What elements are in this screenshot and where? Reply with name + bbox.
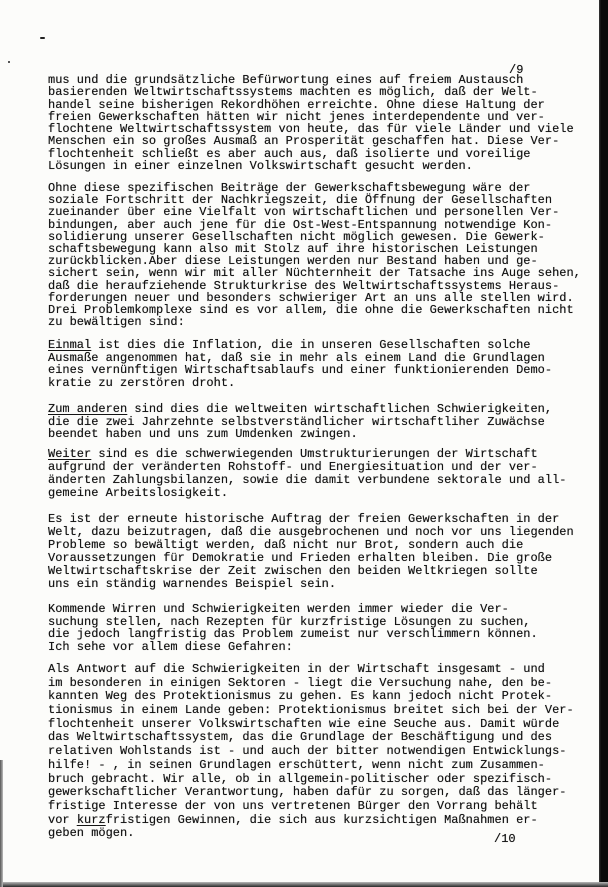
text-line: zueinander über eine Vielfalt von wirtschaftlichen und personellen Ver-	[48, 205, 560, 220]
text-line: Welt, dazu beizutragen, daß die ausgebrochenen und noch vor uns liegenden	[48, 525, 574, 539]
text-line: Probleme so bewältigt werden, daß nicht nur Brot, sondern auch die	[48, 538, 524, 552]
text-line: Menschen ein so großes Ausmaß an Prosperität geschaffen hat. Diese Ver-	[48, 134, 560, 149]
text-line: bruch gebracht. Wir alle, ob in allgemein-politischer oder spezifisch-	[48, 771, 553, 786]
text-line: Ohne diese spezifischen Beiträge der Gewerkschaftsbewegung wäre der	[48, 181, 531, 195]
paragraph	[48, 448, 566, 500]
text-line: daß die heraufziehende Strukturkrise des Weltwirtschaftssystems Heraus-	[48, 278, 560, 293]
text-line: Als Antwort auf die Schwierigkeiten in der Wirtschaft insgesamt - und	[48, 662, 545, 676]
underlined-text: Zum anderen	[48, 402, 128, 416]
text-line: Kommende Wirren und Schwierigkeiten werden immer wieder die Ver-	[48, 602, 509, 616]
text-line: basierenden Weltwirtschaftssystems machten es möglich, daß der Welt-	[48, 85, 538, 100]
paragraph	[48, 663, 574, 841]
text-line: die die zwei Jahrzehnte selbstverständlicher wirtschaftliher Zuwächse	[48, 414, 545, 429]
scan-edge-right	[599, 0, 608, 887]
text-line: flochtenheit unserer Volkswirtschaften wie eine Seuche aus. Damit würde	[48, 716, 560, 731]
underlined-text: Weiter	[48, 447, 92, 461]
underlined-text: Einmal	[48, 338, 92, 352]
text-line: zurückblicken.Aber diese Leistungen werden nur Bestand haben und ge-	[48, 254, 538, 269]
paragraph	[48, 603, 538, 654]
scan-edge-bottom	[0, 882, 608, 887]
text-line: relativen Wohlstands ist - und auch der bitter notwendigen Entwicklungs-	[48, 744, 567, 759]
text-line	[48, 339, 552, 352]
text-line: zu bewältigen sind:	[48, 315, 185, 330]
text-line: das Weltwirtschaftssystem, das die Grundlage der Beschäftigung und des	[48, 730, 553, 745]
text-line: Lösungen in einer einzelnen Volkswirtschaft gesucht werden.	[48, 159, 473, 174]
text-line: Drei Problemkomplexe sind es vor allem, die ohne die Gewerkschaften nicht	[48, 302, 574, 317]
paragraph	[48, 403, 552, 441]
text-line: geben mögen.	[48, 826, 135, 841]
paragraph	[48, 74, 574, 172]
text-line: flochtenheit schließt es aber auch aus, daß isolierte und voreilige	[48, 146, 531, 161]
text-line: Weltwirtschaftskrise der Zeit zwischen den beiden Weltkriegen sollte	[48, 564, 538, 578]
text-line: Ausmaße angenommen hat, daß sie in mehr als einem Land die Grundlagen	[48, 350, 545, 365]
text-segment: sind es die schwerwiegenden Umstrukturierungen der Wirtschaft	[91, 447, 538, 461]
text-line: tionismus in einem Lande geben: Protektionismus breitet sich bei der Ver-	[48, 703, 574, 718]
scan-speck	[8, 61, 10, 63]
text-line: forderungen neuer und besonders schwieriger Art an uns alle stellen wird.	[48, 290, 574, 305]
text-line: soziale Fortschritt der Nachkriegszeit, die Öffnung der Gesellschaften	[48, 193, 553, 208]
text-line: solidierung unserer Gesellschaften nicht möglich gewesen. Die Gewerk-	[48, 229, 545, 244]
text-segment: ist dies die Inflation, die in unseren Gesellschaften solche	[91, 338, 531, 352]
text-segment: vor	[48, 812, 77, 827]
paragraph	[48, 182, 581, 328]
underlined-text: kurz	[76, 812, 106, 827]
text-line: Ich sehe vor allem diese Gefahren:	[48, 640, 293, 655]
text-line: gemeine Arbeitslosigkeit.	[48, 486, 229, 500]
text-segment: sind dies die weltweiten wirtschaftlichen Schwierigkeiten,	[127, 402, 553, 416]
text-line: sichert sein, wenn wir mit aller Nüchternheit der Tatsache ins Auge sehen,	[48, 266, 581, 281]
page-number-top: /9	[509, 63, 524, 77]
text-line: bindungen, aber auch jene für die Ost-West-Entspannung notwendige Kon-	[48, 217, 553, 232]
text-line: aufgrund der veränderten Rohstoff- und Energiesituation und der ver-	[48, 460, 538, 474]
scan-edge-left	[0, 760, 3, 887]
text-line: schaftsbewegung kann also mit Stolz auf ihre historischen Leistungen	[48, 241, 538, 256]
text-line: beendet haben und uns zum Umdenken zwingen.	[48, 427, 358, 441]
text-line: eines vernünftigen Wirtschaftsablaufs und einer funktionierenden Demo-	[48, 363, 553, 378]
text-line: suchung stellen, nach Rezepten für kurzfristige Lösungen zu suchen,	[48, 614, 531, 629]
page-number-bottom: /10	[494, 832, 516, 846]
text-line: fristige Interesse der von uns vertretenen Bürger den Vorrang behält	[48, 798, 538, 813]
text-line	[48, 814, 574, 828]
text-line: uns ein ständig warnendes Beispiel sein.	[48, 577, 337, 591]
text-line: änderten Zahlungsbilanzen, sowie die damit verbundene sektorale und all-	[48, 473, 567, 487]
text-line	[48, 403, 552, 416]
text-line: flochtene Weltwirtschaftssystem von heute, das für viele Länder und viele	[48, 122, 574, 137]
text-line: handel seine bisherigen Rekordhöhen erreichte. Ohne diese Haltung der	[48, 97, 545, 112]
text-line: die jedoch langfristig das Problem zumeist nur verschlimmern können.	[48, 627, 538, 642]
paragraph	[48, 513, 574, 591]
text-line: gewerkschaftlicher Verantwortung, haben dafür zu sorgen, daß das länger-	[48, 785, 567, 800]
text-line: hilfe! - , in seinen Grundlagen erschüttert, wenn nicht zum Zusammen-	[48, 757, 545, 772]
text-segment: fristigen Gewinnen, die sich aus kurzsichtigen Maßnahmen er-	[105, 812, 538, 827]
text-line: kratie zu zerstören droht.	[48, 375, 236, 390]
text-line: freien Gewerkschaften hätten wir nicht jenes interdependente und ver-	[48, 109, 545, 124]
scan-speck	[40, 37, 45, 39]
paragraph	[48, 339, 552, 389]
text-line: mus und die grundsätzliche Befürwortung eines auf freiem Austausch	[48, 73, 524, 87]
text-line: Voraussetzungen für Demokratie und Frieden erhalten bleiben. Die große	[48, 551, 553, 565]
text-line: im besonderen in einigen Sektoren - liegt die Versuchung nahe, den be-	[48, 675, 553, 690]
text-line: kannten Weg des Protektionismus zu gehen. Es kann jedoch nicht Protek-	[48, 689, 553, 704]
text-line: Es ist der erneute historische Auftrag der freien Gewerkschaften in der	[48, 512, 560, 526]
